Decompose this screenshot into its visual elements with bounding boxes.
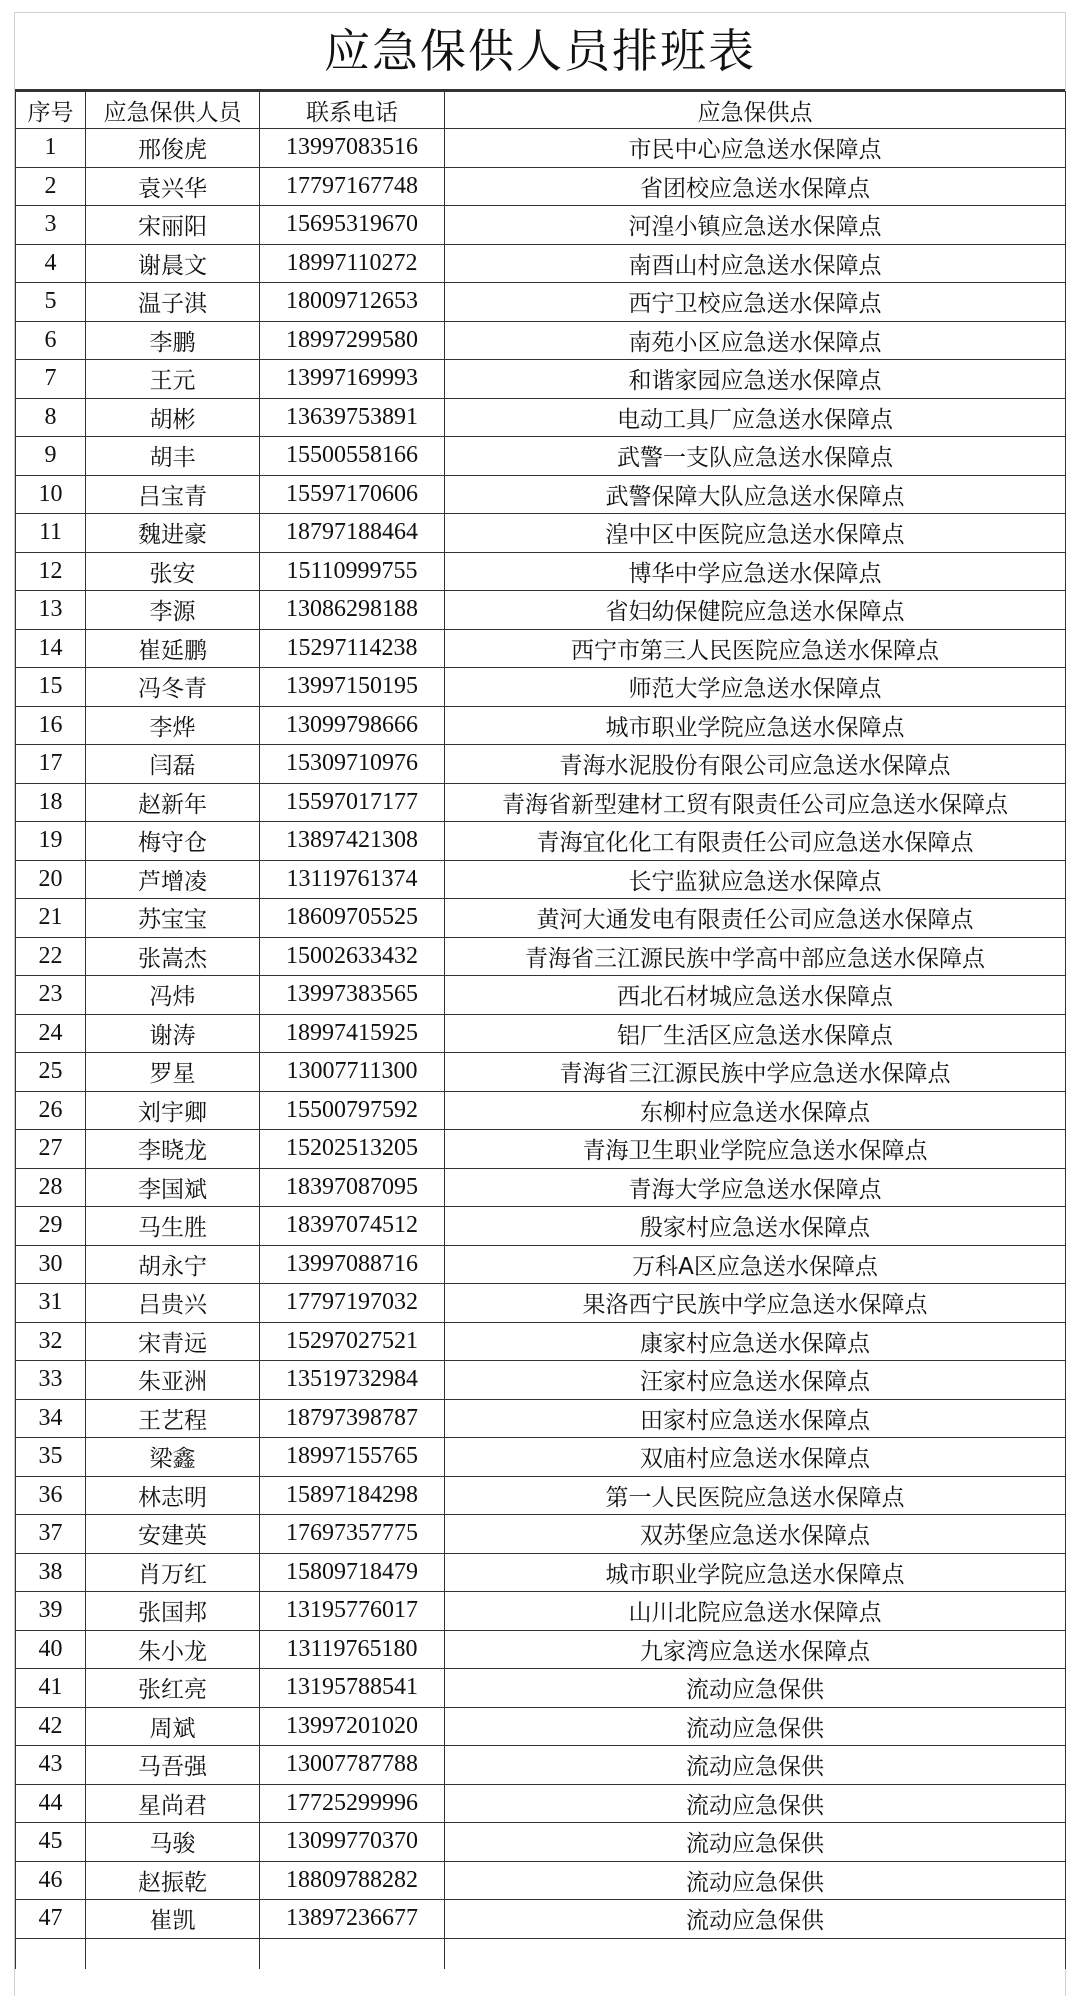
row-phone: 13195788541 bbox=[260, 1669, 445, 1708]
row-phone: 15309710976 bbox=[260, 745, 445, 784]
table-row bbox=[16, 1399, 1066, 1438]
row-point: 师范大学应急送水保障点 bbox=[445, 668, 1066, 707]
table-row bbox=[16, 706, 1066, 745]
row-index: 23 bbox=[16, 976, 86, 1015]
row-index: 38 bbox=[16, 1553, 86, 1592]
row-point: 青海省三江源民族中学应急送水保障点 bbox=[445, 1053, 1066, 1092]
row-phone: 15695319670 bbox=[260, 206, 445, 245]
row-phone: 15110999755 bbox=[260, 552, 445, 591]
row-index: 39 bbox=[16, 1592, 86, 1631]
row-point: 和谐家园应急送水保障点 bbox=[445, 360, 1066, 399]
row-index: 34 bbox=[16, 1399, 86, 1438]
row-person: 李鹏 bbox=[86, 321, 260, 360]
table-row bbox=[16, 1476, 1066, 1515]
row-phone: 15597170606 bbox=[260, 475, 445, 514]
row-phone: 13119761374 bbox=[260, 860, 445, 899]
table-row-empty bbox=[16, 1938, 1066, 1969]
row-point: 青海水泥股份有限公司应急送水保障点 bbox=[445, 745, 1066, 784]
row-index: 19 bbox=[16, 822, 86, 861]
row-index: 42 bbox=[16, 1707, 86, 1746]
row-index: 17 bbox=[16, 745, 86, 784]
row-phone: 18609705525 bbox=[260, 899, 445, 938]
row-phone: 18397074512 bbox=[260, 1207, 445, 1246]
row-person: 赵振乾 bbox=[86, 1861, 260, 1900]
row-person: 刘宇卿 bbox=[86, 1091, 260, 1130]
row-index: 41 bbox=[16, 1669, 86, 1708]
row-index: 16 bbox=[16, 706, 86, 745]
table-row bbox=[16, 398, 1066, 437]
table-row bbox=[16, 629, 1066, 668]
row-phone: 13997088716 bbox=[260, 1245, 445, 1284]
table-row bbox=[16, 1553, 1066, 1592]
row-point: 铝厂生活区应急送水保障点 bbox=[445, 1014, 1066, 1053]
row-point: 康家村应急送水保障点 bbox=[445, 1322, 1066, 1361]
row-point: 流动应急保供 bbox=[445, 1823, 1066, 1862]
row-person: 李源 bbox=[86, 591, 260, 630]
row-person: 崔延鹏 bbox=[86, 629, 260, 668]
header-phone: 联系电话 bbox=[260, 92, 445, 129]
table-row bbox=[16, 1900, 1066, 1939]
row-phone: 13997383565 bbox=[260, 976, 445, 1015]
row-phone: 15297027521 bbox=[260, 1322, 445, 1361]
table-row bbox=[16, 1707, 1066, 1746]
row-point: 第一人民医院应急送水保障点 bbox=[445, 1476, 1066, 1515]
table-header-row bbox=[16, 92, 1066, 129]
row-person: 马吾强 bbox=[86, 1746, 260, 1785]
table-row bbox=[16, 1784, 1066, 1823]
row-index: 30 bbox=[16, 1245, 86, 1284]
table-body bbox=[16, 129, 1066, 1969]
row-index: 15 bbox=[16, 668, 86, 707]
row-point: 西北石材城应急送水保障点 bbox=[445, 976, 1066, 1015]
row-person: 冯炜 bbox=[86, 976, 260, 1015]
row-point: 青海省三江源民族中学高中部应急送水保障点 bbox=[445, 937, 1066, 976]
row-point: 青海宜化化工有限责任公司应急送水保障点 bbox=[445, 822, 1066, 861]
table-row bbox=[16, 1669, 1066, 1708]
row-index: 24 bbox=[16, 1014, 86, 1053]
row-point: 西宁市第三人民医院应急送水保障点 bbox=[445, 629, 1066, 668]
row-index: 14 bbox=[16, 629, 86, 668]
row-point: 南酉山村应急送水保障点 bbox=[445, 244, 1066, 283]
row-index: 47 bbox=[16, 1900, 86, 1939]
table-row bbox=[16, 167, 1066, 206]
row-person: 梁鑫 bbox=[86, 1438, 260, 1477]
row-person: 张嵩杰 bbox=[86, 937, 260, 976]
row-person: 胡彬 bbox=[86, 398, 260, 437]
row-person: 星尚君 bbox=[86, 1784, 260, 1823]
row-index: 13 bbox=[16, 591, 86, 630]
row-index: 11 bbox=[16, 514, 86, 553]
table-row bbox=[16, 283, 1066, 322]
row-phone: 13099770370 bbox=[260, 1823, 445, 1862]
row-person: 吕宝青 bbox=[86, 475, 260, 514]
row-point: 山川北院应急送水保障点 bbox=[445, 1592, 1066, 1631]
row-point: 田家村应急送水保障点 bbox=[445, 1399, 1066, 1438]
row-index: 43 bbox=[16, 1746, 86, 1785]
table-row bbox=[16, 1515, 1066, 1554]
table-row bbox=[16, 1746, 1066, 1785]
table-row bbox=[16, 1014, 1066, 1053]
table-row bbox=[16, 1130, 1066, 1169]
row-person: 胡永宁 bbox=[86, 1245, 260, 1284]
row-person: 张安 bbox=[86, 552, 260, 591]
table-row bbox=[16, 1053, 1066, 1092]
row-phone: 18797398787 bbox=[260, 1399, 445, 1438]
row-phone: 18397087095 bbox=[260, 1168, 445, 1207]
row-phone: 13086298188 bbox=[260, 591, 445, 630]
row-point: 电动工具厂应急送水保障点 bbox=[445, 398, 1066, 437]
row-phone: 13997083516 bbox=[260, 129, 445, 168]
row-phone: 15897184298 bbox=[260, 1476, 445, 1515]
row-point: 省妇幼保健院应急送水保障点 bbox=[445, 591, 1066, 630]
row-index: 4 bbox=[16, 244, 86, 283]
table-row bbox=[16, 129, 1066, 168]
row-person: 朱亚洲 bbox=[86, 1361, 260, 1400]
table-row bbox=[16, 1361, 1066, 1400]
row-index: 29 bbox=[16, 1207, 86, 1246]
row-point: 市民中心应急送水保障点 bbox=[445, 129, 1066, 168]
row-point: 流动应急保供 bbox=[445, 1861, 1066, 1900]
row-phone: 15500558166 bbox=[260, 437, 445, 476]
row-person: 王元 bbox=[86, 360, 260, 399]
row-phone: 18009712653 bbox=[260, 283, 445, 322]
row-person: 袁兴华 bbox=[86, 167, 260, 206]
row-index: 36 bbox=[16, 1476, 86, 1515]
table-row bbox=[16, 1592, 1066, 1631]
row-index: 46 bbox=[16, 1861, 86, 1900]
table-row bbox=[16, 206, 1066, 245]
row-person: 张红亮 bbox=[86, 1669, 260, 1708]
row-index: 26 bbox=[16, 1091, 86, 1130]
row-phone: 15002633432 bbox=[260, 937, 445, 976]
row-phone: 13997201020 bbox=[260, 1707, 445, 1746]
row-index: 28 bbox=[16, 1168, 86, 1207]
row-phone: 13519732984 bbox=[260, 1361, 445, 1400]
row-person: 周斌 bbox=[86, 1707, 260, 1746]
row-person: 张国邦 bbox=[86, 1592, 260, 1631]
row-phone: 17725299996 bbox=[260, 1784, 445, 1823]
row-phone: 13897236677 bbox=[260, 1900, 445, 1939]
table-row bbox=[16, 360, 1066, 399]
row-point: 黄河大通发电有限责任公司应急送水保障点 bbox=[445, 899, 1066, 938]
row-index: 22 bbox=[16, 937, 86, 976]
row-point: 九家湾应急送水保障点 bbox=[445, 1630, 1066, 1669]
row-person: 王艺程 bbox=[86, 1399, 260, 1438]
row-person: 谢晨文 bbox=[86, 244, 260, 283]
header-index: 序号 bbox=[16, 92, 86, 129]
row-phone: 18997415925 bbox=[260, 1014, 445, 1053]
row-phone: 13639753891 bbox=[260, 398, 445, 437]
row-person: 安建英 bbox=[86, 1515, 260, 1554]
row-index: 32 bbox=[16, 1322, 86, 1361]
row-person: 马生胜 bbox=[86, 1207, 260, 1246]
table-row bbox=[16, 783, 1066, 822]
table-row bbox=[16, 552, 1066, 591]
row-index: 3 bbox=[16, 206, 86, 245]
row-index: 6 bbox=[16, 321, 86, 360]
row-phone: 18997155765 bbox=[260, 1438, 445, 1477]
table-row bbox=[16, 745, 1066, 784]
row-phone: 17797197032 bbox=[260, 1284, 445, 1323]
row-person: 胡丰 bbox=[86, 437, 260, 476]
table-row bbox=[16, 321, 1066, 360]
row-index: 1 bbox=[16, 129, 86, 168]
row-phone: 13997169993 bbox=[260, 360, 445, 399]
row-index: 20 bbox=[16, 860, 86, 899]
row-phone: 18809788282 bbox=[260, 1861, 445, 1900]
row-point: 青海卫生职业学院应急送水保障点 bbox=[445, 1130, 1066, 1169]
row-index: 27 bbox=[16, 1130, 86, 1169]
table-row bbox=[16, 822, 1066, 861]
row-person: 赵新年 bbox=[86, 783, 260, 822]
row-index: 40 bbox=[16, 1630, 86, 1669]
row-phone: 15297114238 bbox=[260, 629, 445, 668]
row-point: 青海大学应急送水保障点 bbox=[445, 1168, 1066, 1207]
row-index: 35 bbox=[16, 1438, 86, 1477]
page-title: 应急保供人员排班表 bbox=[15, 12, 1065, 91]
row-point: 南苑小区应急送水保障点 bbox=[445, 321, 1066, 360]
empty-cell bbox=[16, 1938, 86, 1969]
row-point: 西宁卫校应急送水保障点 bbox=[445, 283, 1066, 322]
row-person: 闫磊 bbox=[86, 745, 260, 784]
row-point: 流动应急保供 bbox=[445, 1746, 1066, 1785]
row-phone: 18797188464 bbox=[260, 514, 445, 553]
table-row bbox=[16, 1322, 1066, 1361]
table-row bbox=[16, 475, 1066, 514]
row-phone: 18997299580 bbox=[260, 321, 445, 360]
header-point: 应急保供点 bbox=[445, 92, 1066, 129]
row-index: 31 bbox=[16, 1284, 86, 1323]
row-index: 25 bbox=[16, 1053, 86, 1092]
row-index: 45 bbox=[16, 1823, 86, 1862]
empty-cell bbox=[445, 1938, 1066, 1969]
row-point: 河湟小镇应急送水保障点 bbox=[445, 206, 1066, 245]
row-point: 万科A区应急送水保障点 bbox=[445, 1245, 1066, 1284]
row-person: 魏进豪 bbox=[86, 514, 260, 553]
row-person: 温子淇 bbox=[86, 283, 260, 322]
row-point: 流动应急保供 bbox=[445, 1707, 1066, 1746]
row-phone: 13195776017 bbox=[260, 1592, 445, 1631]
row-person: 林志明 bbox=[86, 1476, 260, 1515]
row-phone: 15809718479 bbox=[260, 1553, 445, 1592]
table-row bbox=[16, 1284, 1066, 1323]
row-point: 果洛西宁民族中学应急送水保障点 bbox=[445, 1284, 1066, 1323]
row-phone: 17697357775 bbox=[260, 1515, 445, 1554]
row-point: 湟中区中医院应急送水保障点 bbox=[445, 514, 1066, 553]
row-person: 李烨 bbox=[86, 706, 260, 745]
row-person: 邢俊虎 bbox=[86, 129, 260, 168]
table-row bbox=[16, 1245, 1066, 1284]
row-person: 李晓龙 bbox=[86, 1130, 260, 1169]
schedule-sheet bbox=[14, 12, 1066, 1996]
table-row bbox=[16, 860, 1066, 899]
row-person: 梅守仓 bbox=[86, 822, 260, 861]
row-person: 吕贵兴 bbox=[86, 1284, 260, 1323]
row-index: 8 bbox=[16, 398, 86, 437]
table-row bbox=[16, 1823, 1066, 1862]
schedule-table bbox=[15, 91, 1066, 1969]
row-index: 5 bbox=[16, 283, 86, 322]
row-point: 城市职业学院应急送水保障点 bbox=[445, 1553, 1066, 1592]
row-phone: 18997110272 bbox=[260, 244, 445, 283]
row-index: 18 bbox=[16, 783, 86, 822]
row-person: 宋丽阳 bbox=[86, 206, 260, 245]
row-point: 省团校应急送水保障点 bbox=[445, 167, 1066, 206]
row-person: 谢涛 bbox=[86, 1014, 260, 1053]
row-person: 冯冬青 bbox=[86, 668, 260, 707]
row-person: 朱小龙 bbox=[86, 1630, 260, 1669]
row-point: 流动应急保供 bbox=[445, 1784, 1066, 1823]
row-index: 7 bbox=[16, 360, 86, 399]
row-person: 李国斌 bbox=[86, 1168, 260, 1207]
table-row bbox=[16, 976, 1066, 1015]
row-point: 城市职业学院应急送水保障点 bbox=[445, 706, 1066, 745]
row-index: 33 bbox=[16, 1361, 86, 1400]
row-phone: 13007711300 bbox=[260, 1053, 445, 1092]
row-person: 马骏 bbox=[86, 1823, 260, 1862]
table-row bbox=[16, 1091, 1066, 1130]
row-person: 崔凯 bbox=[86, 1900, 260, 1939]
row-phone: 13897421308 bbox=[260, 822, 445, 861]
table-row bbox=[16, 437, 1066, 476]
row-index: 10 bbox=[16, 475, 86, 514]
table-row bbox=[16, 668, 1066, 707]
row-index: 44 bbox=[16, 1784, 86, 1823]
table-row bbox=[16, 1168, 1066, 1207]
row-point: 博华中学应急送水保障点 bbox=[445, 552, 1066, 591]
row-index: 12 bbox=[16, 552, 86, 591]
row-person: 苏宝宝 bbox=[86, 899, 260, 938]
row-point: 东柳村应急送水保障点 bbox=[445, 1091, 1066, 1130]
row-point: 青海省新型建材工贸有限责任公司应急送水保障点 bbox=[445, 783, 1066, 822]
empty-cell bbox=[86, 1938, 260, 1969]
row-index: 9 bbox=[16, 437, 86, 476]
row-phone: 15500797592 bbox=[260, 1091, 445, 1130]
table-row bbox=[16, 937, 1066, 976]
row-index: 2 bbox=[16, 167, 86, 206]
header-person: 应急保供人员 bbox=[86, 92, 260, 129]
row-point: 武警保障大队应急送水保障点 bbox=[445, 475, 1066, 514]
table-row bbox=[16, 244, 1066, 283]
row-index: 37 bbox=[16, 1515, 86, 1554]
row-phone: 13119765180 bbox=[260, 1630, 445, 1669]
table-row bbox=[16, 899, 1066, 938]
row-person: 芦增凌 bbox=[86, 860, 260, 899]
row-point: 双庙村应急送水保障点 bbox=[445, 1438, 1066, 1477]
row-person: 宋青远 bbox=[86, 1322, 260, 1361]
row-point: 双苏堡应急送水保障点 bbox=[445, 1515, 1066, 1554]
row-point: 流动应急保供 bbox=[445, 1669, 1066, 1708]
row-point: 汪家村应急送水保障点 bbox=[445, 1361, 1066, 1400]
table-row bbox=[16, 1207, 1066, 1246]
row-person: 肖万红 bbox=[86, 1553, 260, 1592]
empty-cell bbox=[260, 1938, 445, 1969]
table-row bbox=[16, 591, 1066, 630]
row-person: 罗星 bbox=[86, 1053, 260, 1092]
row-phone: 13099798666 bbox=[260, 706, 445, 745]
row-index: 21 bbox=[16, 899, 86, 938]
row-phone: 13997150195 bbox=[260, 668, 445, 707]
table-row bbox=[16, 514, 1066, 553]
table-row bbox=[16, 1630, 1066, 1669]
row-point: 流动应急保供 bbox=[445, 1900, 1066, 1939]
row-phone: 15597017177 bbox=[260, 783, 445, 822]
row-phone: 13007787788 bbox=[260, 1746, 445, 1785]
table-row bbox=[16, 1861, 1066, 1900]
row-phone: 17797167748 bbox=[260, 167, 445, 206]
table-row bbox=[16, 1438, 1066, 1477]
row-point: 长宁监狱应急送水保障点 bbox=[445, 860, 1066, 899]
row-phone: 15202513205 bbox=[260, 1130, 445, 1169]
row-point: 武警一支队应急送水保障点 bbox=[445, 437, 1066, 476]
row-point: 殷家村应急送水保障点 bbox=[445, 1207, 1066, 1246]
